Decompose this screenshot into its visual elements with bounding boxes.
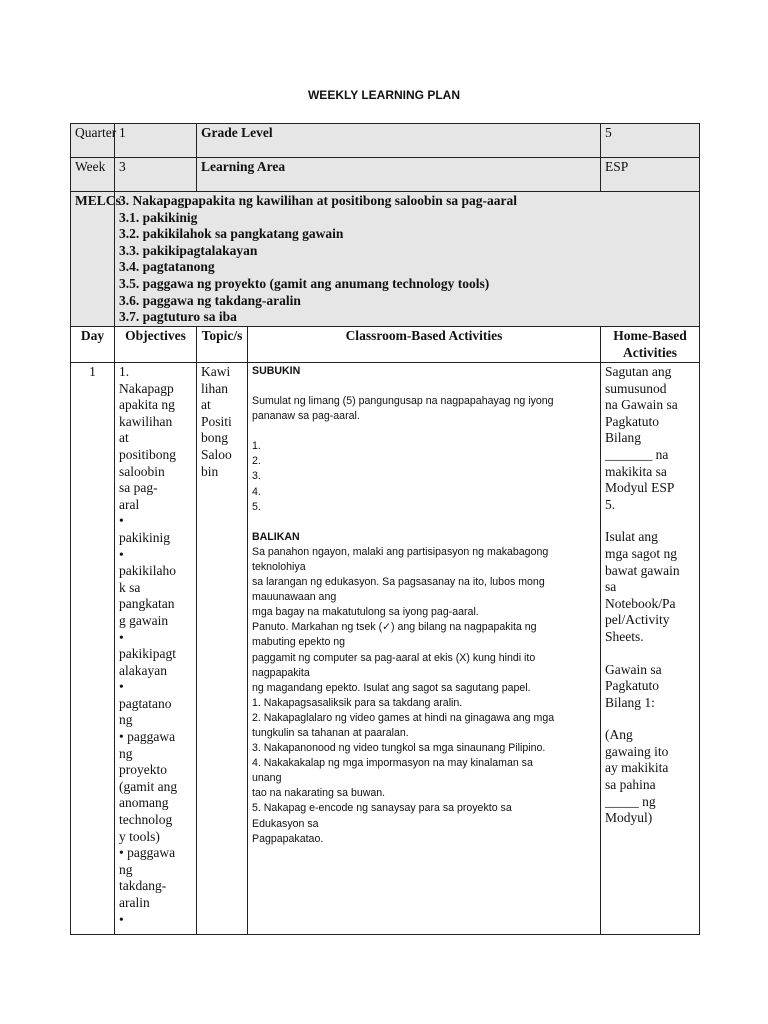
melc-item: 3.1. pakikinig: [119, 209, 198, 225]
objective-line: proyekto: [119, 762, 167, 778]
objective-line: g gawain: [119, 612, 169, 628]
topic-line: bong: [201, 430, 228, 446]
subukin-item: 3.: [252, 470, 261, 483]
balikan-text: [252, 545, 596, 847]
objective-line: anomang: [119, 795, 169, 811]
objective-line: pakikipagt: [119, 646, 176, 662]
objective-line: pakikilaho: [119, 563, 176, 579]
learning-area-label: Learning Area: [197, 158, 601, 192]
home-activity-line: _____ ng: [605, 793, 656, 809]
objective-line: pangkatan: [119, 596, 175, 612]
objective-line: • paggawa: [119, 729, 176, 745]
balikan-line: paggamit ng computer sa pag-aaral at ekis (X) kung hindi ito: [252, 651, 536, 664]
subukin-heading: SUBUKIN: [252, 365, 301, 377]
home-activity-line: mga sagot ng: [605, 545, 678, 561]
home-activity-line: pel/Activity: [605, 612, 670, 628]
balikan-line: ng magandang epekto. Isulat ang sagot sa sagutang papel.: [252, 681, 531, 694]
weekly-plan-table: [70, 123, 700, 935]
objective-line: ng: [119, 745, 133, 761]
col-objectives-header: Objectives: [115, 327, 197, 363]
grade-level-label: Grade Level: [197, 124, 601, 158]
balikan-line: tao na nakarating sa buwan.: [252, 787, 386, 800]
balikan-line: mauunawaan ang: [252, 591, 337, 604]
objective-line: •: [119, 679, 124, 695]
home-activity-line: sa: [605, 579, 617, 595]
home-activity-line: sumusunod: [605, 380, 667, 396]
home-activity-line: (Ang: [605, 727, 633, 743]
melcs-row: [71, 192, 700, 327]
melc-item: 3.5. paggawa ng proyekto (gamit ang anumang technology tools): [119, 275, 490, 291]
quarter-value: 1: [115, 124, 197, 158]
day-1-classroom-activities: [248, 363, 601, 935]
objective-line: •: [119, 911, 124, 927]
home-activity-line: Notebook/Pa: [605, 595, 676, 611]
objective-line: ng: [119, 712, 133, 728]
subukin-item: 2.: [252, 455, 261, 468]
objective-line: saloobin: [119, 463, 165, 479]
week-label: Week: [71, 158, 115, 192]
objective-line: kawilihan: [119, 413, 173, 429]
melc-item: 3.4. pagtatanong: [119, 259, 215, 275]
objective-line: •: [119, 629, 124, 645]
home-activity-line: _______ na: [605, 446, 669, 462]
topic-line: Positi: [201, 413, 232, 429]
home-activity-line: na Gawain sa: [605, 397, 678, 413]
quarter-label: Quarter: [71, 124, 115, 158]
balikan-line: tungkulin sa tahanan at paaralan.: [252, 726, 409, 739]
balikan-line: 5. Nakapag e-encode ng sanaysay para sa proyekto sa: [252, 802, 512, 815]
balikan-line: Panuto. Markahan ng tsek (✓) ang bilang na nagpapakita ng: [252, 621, 537, 634]
home-activity-line: makikita sa: [605, 463, 667, 479]
objective-line: aralin: [119, 895, 150, 910]
objective-line: apakita ng: [119, 397, 175, 413]
objective-line: sa pag-: [119, 480, 158, 496]
home-activity-line: Pagkatuto: [605, 413, 660, 429]
objective-line: aral: [119, 496, 140, 512]
objective-line: 1.: [119, 364, 130, 379]
objective-line: technolog: [119, 812, 173, 828]
objective-line: •: [119, 513, 124, 529]
objective-line: at: [119, 430, 129, 446]
home-activity-line: Modyul ESP: [605, 480, 675, 496]
objective-line: pagtatano: [119, 695, 172, 711]
learning-area-value: ESP: [601, 158, 700, 192]
objective-line: (gamit ang: [119, 778, 178, 794]
melc-item: 3.3. pakikipagtalakayan: [119, 242, 258, 258]
objective-line: alakayan: [119, 662, 167, 678]
topic-line: Kawi: [201, 364, 231, 379]
col-home-header: Home-Based Activities: [601, 327, 700, 363]
objective-line: •: [119, 546, 124, 562]
objective-line: pakikinig: [119, 529, 170, 545]
week-value: 3: [115, 158, 197, 192]
balikan-line: Edukasyon sa: [252, 817, 319, 830]
melc-item: 3.6. paggawa ng takdang-aralin: [119, 292, 301, 308]
melcs-list: [115, 192, 700, 327]
balikan-line: 3. Nakapanonood ng video tungkol sa mga sinaunang Pilipino.: [252, 742, 546, 755]
home-activity-line: Isulat ang: [605, 529, 658, 545]
objective-line: y tools): [119, 828, 160, 844]
subukin-instruction: Sumulat ng limang (5) pangungusap na nagpapahayag ng iyong: [252, 395, 554, 408]
week-row: [71, 158, 700, 192]
home-activity-line: Bilang: [605, 430, 642, 446]
objective-line: ng: [119, 861, 133, 877]
day-1-number: 1: [71, 363, 115, 935]
grade-level-value: 5: [601, 124, 700, 158]
column-header-row: [71, 327, 700, 363]
subukin-item: 4.: [252, 485, 261, 498]
document-title: WEEKLY LEARNING PLAN: [307, 88, 460, 102]
balikan-line: sa larangan ng edukasyon. Sa pagsasanay na ito, lubos mong: [252, 576, 545, 589]
home-activity-line: gawaing ito: [605, 743, 669, 759]
home-activity-line: Bilang 1:: [605, 694, 655, 710]
balikan-heading: BALIKAN: [252, 530, 300, 543]
balikan-line: 1. Nakapagsasaliksik para sa takdang aralin.: [252, 696, 463, 709]
day-1-home-activities: [601, 363, 700, 935]
objective-line: k sa: [119, 579, 141, 595]
balikan-line: Pagpapakatao.: [252, 832, 324, 845]
balikan-line: mga bagay na makatutulong sa iyong pag-aaral.: [252, 606, 479, 619]
col-classroom-header: Classroom-Based Activities: [248, 327, 601, 363]
objective-line: Nakapagp: [119, 380, 174, 396]
topic-line: bin: [201, 463, 219, 479]
melc-item: 3.7. pagtuturo sa iba: [119, 309, 237, 325]
melc-item: 3. Nakapagpapakita ng kawilihan at positibong saloobin sa pag-aaral: [119, 193, 517, 208]
melc-item: 3.2. pakikilahok sa pangkatang gawain: [119, 226, 344, 242]
subukin-item: 1.: [252, 440, 261, 453]
balikan-line: 4. Nakakakalap ng mga impormasyon na may kinalaman sa: [252, 757, 533, 770]
topic-line: at: [201, 397, 211, 413]
balikan-line: 2. Nakapaglalaro ng video games at hindi na ginagawa ang mga: [252, 711, 555, 724]
balikan-line: unang: [252, 772, 282, 785]
home-activity-line: sa pahina: [605, 777, 656, 793]
home-activity-line: Sheets.: [605, 628, 644, 644]
subukin-item: 5.: [252, 500, 261, 513]
day-1-topic: [197, 363, 248, 935]
objective-line: positibong: [119, 446, 177, 462]
home-activity-line: 5.: [605, 496, 616, 512]
topic-line: Saloo: [201, 446, 232, 462]
objective-line: • paggawa: [119, 845, 176, 861]
home-activity-line: ay makikita: [605, 760, 669, 776]
objective-line: takdang-: [119, 878, 167, 894]
balikan-line: Sa panahon ngayon, malaki ang partisipasyon ng makabagong: [252, 545, 549, 558]
day-1-objectives: [115, 363, 197, 935]
home-activity-line: Modyul): [605, 810, 653, 826]
topic-line: lihan: [201, 380, 228, 396]
home-activity-line: Sagutan ang: [605, 364, 672, 379]
balikan-line: nagpapakita: [252, 666, 310, 679]
balikan-line: teknolohiya: [252, 560, 306, 573]
col-topics-header: Topic/s: [197, 327, 248, 363]
home-activity-line: Gawain sa: [605, 661, 662, 677]
quarter-row: [71, 124, 700, 158]
home-activity-line: Pagkatuto: [605, 678, 660, 694]
col-day-header: Day: [71, 327, 115, 363]
balikan-line: mabuting epekto ng: [252, 636, 346, 649]
day-1-row: [71, 363, 700, 935]
subukin-instruction: pananaw sa pag-aaral.: [252, 410, 360, 423]
home-activity-line: bawat gawain: [605, 562, 680, 578]
melcs-label: MELCs: [71, 192, 115, 327]
